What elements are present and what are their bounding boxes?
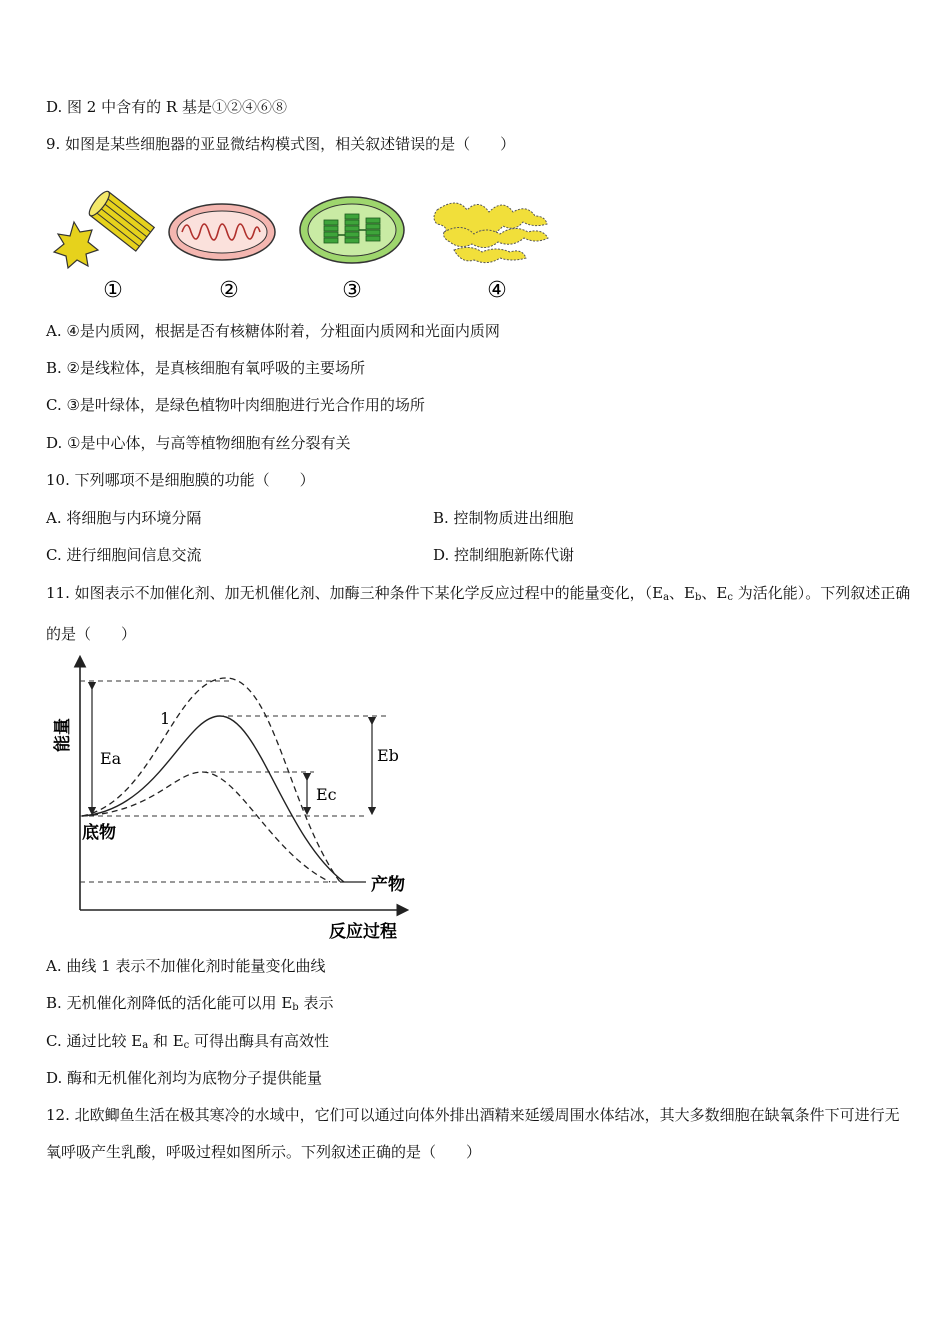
centriole-drawing <box>54 189 154 268</box>
q11-sub-b: b <box>695 592 702 603</box>
q11-stem-text-2: 为活化能）。下列叙述正确的是（ ） <box>46 584 911 643</box>
label-product: 产物 <box>371 875 405 895</box>
q11-option-b-text-2: 表示 <box>298 994 334 1012</box>
q9-option-b: B. ②是线粒体，是真核细胞有氧呼吸的主要场所 <box>46 359 366 377</box>
chloroplast-drawing <box>300 197 404 263</box>
curve-dashed-high <box>82 678 340 882</box>
q11-sub-c: c <box>727 592 733 603</box>
label-ea: Ea <box>100 749 122 768</box>
q10-stem: 10. 下列哪项不是细胞膜的功能（ ） <box>46 471 315 489</box>
q11-option-b <box>46 993 333 1018</box>
q10-option-a: A. 将细胞与内环境分隔 <box>46 509 202 527</box>
q9-stem: 9. 如图是某些细胞器的亚显微结构模式图，相关叙述错误的是（ ） <box>46 135 516 153</box>
x-axis-label: 反应过程 <box>329 922 397 942</box>
q10-option-d: D. 控制细胞新陈代谢 <box>433 546 575 564</box>
label-eb: Eb <box>377 746 399 765</box>
energy-diagram <box>44 652 424 947</box>
q11-sep-2: 、E <box>701 584 728 602</box>
organelle-label-2: ② <box>219 278 239 303</box>
q11-option-c-text-3: 可得出酶具有高效性 <box>189 1032 330 1050</box>
organelle-label-4: ④ <box>487 278 507 303</box>
curve-dashed-low <box>82 772 330 882</box>
q10-option-c: C. 进行细胞间信息交流 <box>46 546 202 564</box>
q11-option-c-text-2: 和 E <box>148 1032 184 1050</box>
q11-sub-a: a <box>663 592 670 603</box>
q11-sep-1: 、E <box>669 584 695 602</box>
label-curve-1: 1 <box>160 709 171 728</box>
q11-option-d: D. 酶和无机催化剂均为底物分子提供能量 <box>46 1069 323 1087</box>
q11-option-c-sub-2: c <box>183 1040 190 1051</box>
q11-option-a: A. 曲线 1 表示不加催化剂时能量变化曲线 <box>46 957 326 975</box>
y-axis-label: 能量 <box>53 718 73 752</box>
q11-option-c <box>46 1031 329 1056</box>
q11-option-b-sub: b <box>292 1002 299 1013</box>
q8-option-d: D. 图 2 中含有的 R 基是①②④⑥⑧ <box>46 98 287 116</box>
q9-option-c: C. ③是叶绿体，是绿色植物叶肉细胞进行光合作用的场所 <box>46 396 425 414</box>
organelle-label-3: ③ <box>342 278 362 303</box>
q11-option-c-sub-1: a <box>142 1040 149 1051</box>
organelle-figure <box>52 180 572 308</box>
q10-option-b: B. 控制物质进出细胞 <box>433 509 574 527</box>
q12-stem: 12. 北欧鲫鱼生活在极其寒冷的水域中，它们可以通过向体外排出酒精来延缓周围水体结冰，其大多数细胞在缺氧条件下可进行无氧呼吸产生乳酸，呼吸过程如图所示。下列叙述正确的是（ ） <box>46 1106 900 1161</box>
q11-option-b-text-1: B. 无机催化剂降低的活化能可以用 E <box>46 994 293 1012</box>
q9-option-a: A. ④是内质网，根据是否有核糖体附着，分粗面内质网和光面内质网 <box>46 322 500 340</box>
q11-stem-text-1: 11. 如图表示不加催化剂、加无机催化剂、加酶三种条件下某化学反应过程中的能量变化，（E <box>46 584 664 602</box>
curve-1-solid <box>82 716 344 882</box>
q11-stem <box>46 575 911 653</box>
er-drawing <box>434 203 548 263</box>
organelle-label-1: ① <box>103 278 123 303</box>
label-substrate: 底物 <box>82 823 116 843</box>
mitochondrion-drawing <box>169 204 275 260</box>
q11-option-c-text-1: C. 通过比较 E <box>46 1032 143 1050</box>
label-ec: Ec <box>316 785 337 804</box>
q9-option-d: D. ①是中心体，与高等植物细胞有丝分裂有关 <box>46 434 351 452</box>
